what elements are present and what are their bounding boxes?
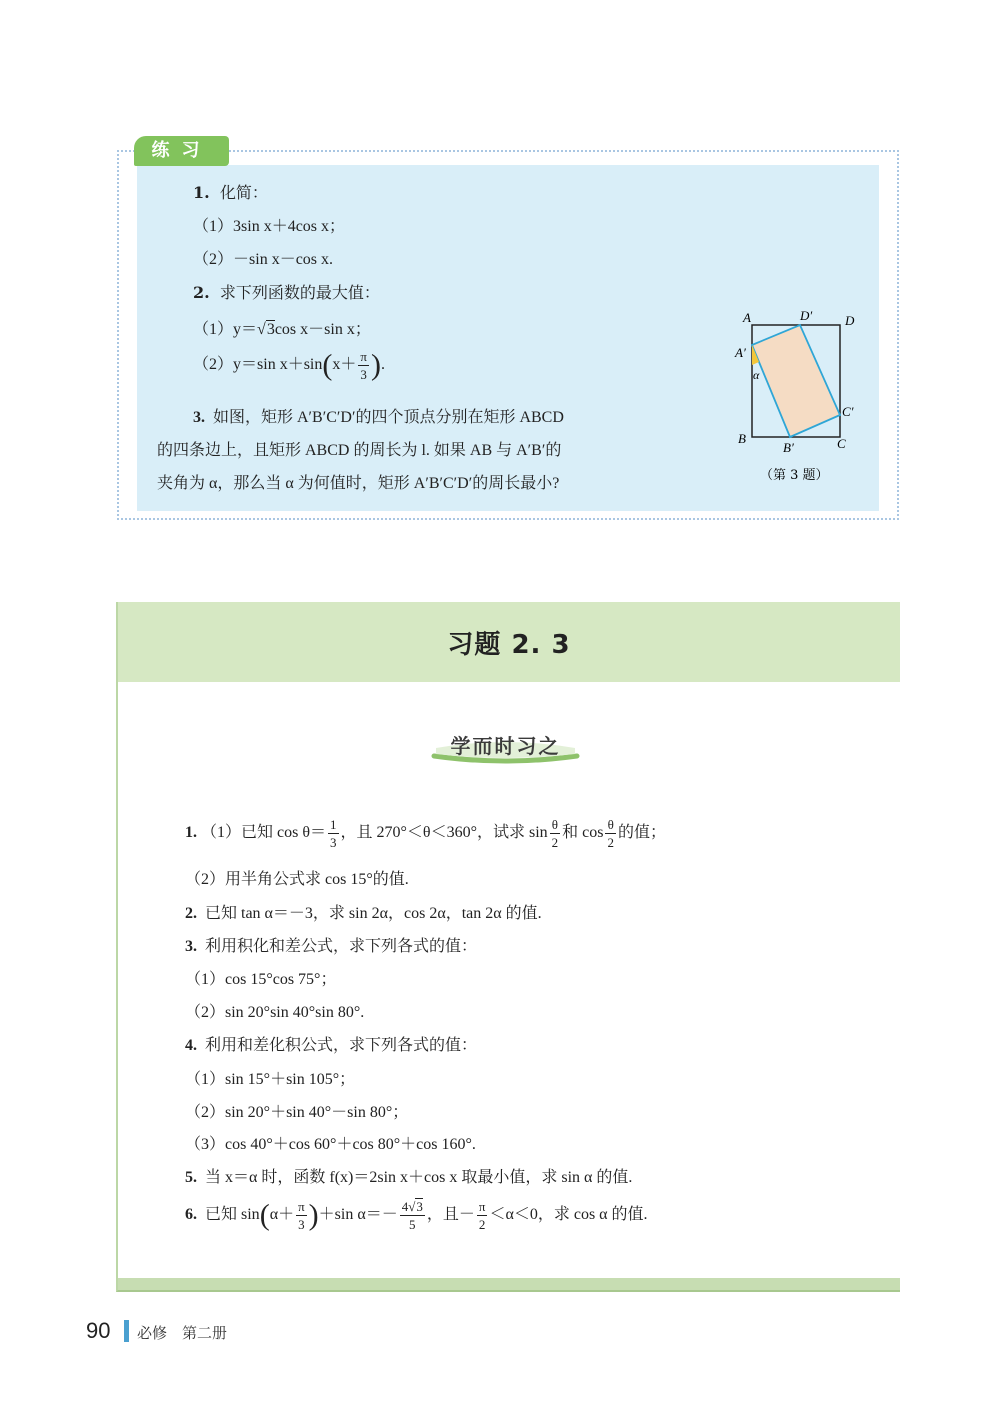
exercise-4-3: （3）cos 40°＋cos 60°＋cos 80°＋cos 160°. [185, 1136, 476, 1153]
exercise-3-2: （2）sin 20°sin 40°sin 80°. [185, 1004, 365, 1021]
practice-q3-line3: 夹角为 α，那么当 α 为何值时，矩形 A′B′C′D′的周长最小? [157, 475, 560, 492]
exercise-3: 3. 利用积化和差公式，求下列各式的值： [185, 938, 478, 955]
exercise-1-2: （2）用半角公式求 cos 15°的值. [185, 871, 409, 888]
practice-q1-2: （2）－sin x－cos x. [193, 251, 334, 268]
exercise-4: 4. 利用和差化积公式，求下列各式的值： [185, 1037, 478, 1054]
rectangle-figure [728, 305, 873, 490]
label-B-prime: B′ [783, 440, 794, 455]
practice-q2: 2. 求下列函数的最大值： [193, 283, 380, 302]
exercise-1-1: 1. （1）已知 cos θ＝ $\frac{1}{3}$ ，且 270°＜θ＜360°，试求 sin $\frac{\theta}{2}$ 和 cos $\frac{\theta}{2}$ 的值； [185, 817, 666, 850]
exercise-header [118, 602, 900, 682]
label-alpha: α [753, 368, 760, 382]
label-A: A [743, 310, 751, 325]
exercise-2: 2. 已知 tan α＝－3，求 sin 2α，cos 2α，tan 2α 的值. [185, 905, 542, 922]
practice-q1: 1. 化简： [193, 183, 268, 202]
exercise-5: 5. 当 x＝α 时，函数 f(x)＝2sin x＋cos x 取最小值，求 sin α 的值. [185, 1169, 633, 1186]
figure-caption: （第 3 题） [760, 468, 829, 483]
practice-q3-line2: 的四条边上，且矩形 ABCD 的周长为 l. 如果 AB 与 A′B′的 [157, 442, 562, 459]
sub-banner: 学而时习之 [428, 726, 583, 766]
footer-accent-bar [124, 1320, 129, 1342]
label-D: D [845, 313, 855, 328]
practice-q2-1: （1）y＝√3cos x－sin x； [193, 321, 371, 338]
exercise-4-2: （2）sin 20°＋sin 40°－sin 80°； [185, 1104, 409, 1121]
label-B: B [738, 431, 746, 446]
inner-rectangle-A'B'C'D' [752, 325, 840, 437]
practice-q3-line1: 3. 如图，矩形 A′B′C′D′的四个顶点分别在矩形 ABCD [193, 409, 564, 426]
practice-q2-2: （2）y＝sin x＋sin(x＋ $\frac{\pi}{3}$ ). [193, 348, 385, 382]
page-number: 90 [86, 1318, 111, 1343]
exercise-3-1: （1）cos 15°cos 75°； [185, 971, 337, 988]
label-D-prime: D′ [800, 308, 813, 323]
practice-q1-1: （1）3sin x＋4cos x； [193, 218, 346, 235]
exercise-bottom-band [118, 1278, 900, 1290]
exercise-title: 习题 2. 3 [447, 630, 571, 660]
exercise-4-1: （1）sin 15°＋sin 105°； [185, 1071, 356, 1088]
practice-tag: 练习 [134, 136, 229, 166]
label-C: C [837, 436, 846, 451]
label-C-prime: C′ [842, 404, 854, 419]
label-A-prime: A′ [735, 345, 746, 360]
book-title: 必修 第二册 [137, 1324, 228, 1342]
exercise-6: 6. 已知 sin(α＋ $\frac{\pi}{3}$ )＋sin α＝－ $\frac{4√3}{5}$ ，且－ $\frac{\pi}{2}$ ＜α＜0，求 cos α 的值. [185, 1198, 648, 1232]
